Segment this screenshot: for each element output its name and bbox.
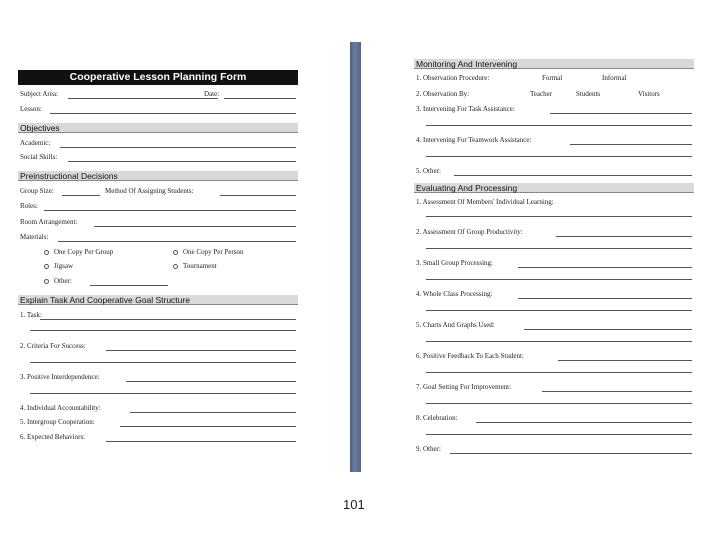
option-formal[interactable]: Formal (542, 74, 563, 82)
evaluating-heading: Evaluating And Processing (414, 183, 694, 193)
objectives-heading: Objectives (18, 123, 298, 133)
method-field[interactable] (220, 195, 296, 196)
academic-field[interactable] (60, 147, 296, 148)
eval-item-7-field[interactable] (542, 391, 692, 392)
option-other[interactable]: Other: (44, 277, 72, 286)
book-spine (350, 42, 361, 472)
option-informal[interactable]: Informal (602, 74, 627, 82)
eval-item-8-field-2[interactable] (426, 434, 692, 435)
preinstructional-heading: Preinstructional Decisions (18, 171, 298, 181)
eval-item-4-label: 4. Whole Class Processing: (416, 290, 493, 298)
eval-item-4-field-2[interactable] (426, 310, 692, 311)
option-other-field[interactable] (90, 285, 168, 286)
lesson-label: Lesson: (20, 105, 42, 113)
option-teacher[interactable]: Teacher (530, 90, 553, 98)
intergroup-field[interactable] (120, 426, 296, 427)
teamwork-assistance-field-2[interactable] (426, 156, 692, 157)
lesson-field[interactable] (50, 113, 296, 114)
eval-item-9-field[interactable] (450, 453, 692, 454)
option-students[interactable]: Students (576, 90, 601, 98)
page-number: 101 (343, 497, 365, 512)
option-one-copy-per-group[interactable]: One Copy Per Group (44, 248, 113, 257)
eval-item-7-label: 7. Goal Setting For Improvement: (416, 383, 512, 391)
interdependence-field[interactable] (126, 381, 296, 382)
observation-procedure-label: 1. Observation Procedure: (416, 74, 490, 82)
criteria-label: 2. Criteria For Success: (20, 342, 86, 350)
task-field[interactable] (40, 319, 296, 320)
room-field[interactable] (94, 226, 296, 227)
option-jigsaw[interactable]: Jigsaw (44, 262, 73, 271)
criteria-field[interactable] (106, 350, 296, 351)
monitoring-other-field[interactable] (454, 175, 692, 176)
eval-item-3-field-2[interactable] (426, 279, 692, 280)
radio-circle-icon (44, 279, 49, 284)
social-skills-label: Social Skills: (20, 153, 58, 161)
observation-by-label: 2. Observation By: (416, 90, 470, 98)
eval-item-8-label: 8. Celebration: (416, 414, 458, 422)
subject-area-label: Subject Area: (20, 90, 58, 98)
option-tournament[interactable]: Tournament (173, 262, 217, 271)
eval-item-5-field-2[interactable] (426, 341, 692, 342)
task-assistance-label: 3. Intervening For Task Assistance: (416, 105, 515, 113)
task-assistance-field-2[interactable] (426, 125, 692, 126)
date-field[interactable] (224, 98, 296, 99)
eval-item-6-field[interactable] (558, 360, 692, 361)
roles-label: Roles: (20, 202, 38, 210)
teamwork-assistance-label: 4. Intervening For Teamwork Assistance: (416, 136, 532, 144)
eval-item-2-field-2[interactable] (426, 248, 692, 249)
behaviors-field[interactable] (106, 441, 296, 442)
eval-item-3-field[interactable] (518, 267, 692, 268)
eval-item-1-label: 1. Assessment Of Members' Individual Learning: (416, 198, 554, 206)
form-title: Cooperative Lesson Planning Form (18, 70, 298, 85)
radio-circle-icon (44, 250, 49, 255)
eval-item-5-field[interactable] (524, 329, 692, 330)
criteria-field-2[interactable] (30, 362, 296, 363)
eval-item-5-label: 5. Charts And Graphs Used: (416, 321, 495, 329)
accountability-label: 4. Individual Accountability: (20, 404, 101, 412)
option-one-copy-per-person[interactable]: One Copy Per Person (173, 248, 243, 257)
task-label: 1. Task: (20, 311, 42, 319)
radio-circle-icon (173, 250, 178, 255)
eval-item-6-label: 6. Positive Feedback To Each Student: (416, 352, 524, 360)
eval-item-2-label: 2. Assessment Of Group Productivity: (416, 228, 523, 236)
eval-item-4-field[interactable] (518, 298, 692, 299)
monitoring-heading: Monitoring And Intervening (414, 59, 694, 69)
interdependence-label: 3. Positive Interdependence: (20, 373, 100, 381)
date-label: Date: (204, 90, 220, 98)
right-page (414, 40, 694, 470)
eval-item-8-field[interactable] (476, 422, 692, 423)
eval-item-9-label: 9. Other: (416, 445, 441, 453)
behaviors-label: 6. Expected Behaviors: (20, 433, 86, 441)
intergroup-label: 5. Intergroup Cooperation: (20, 418, 95, 426)
radio-circle-icon (44, 264, 49, 269)
eval-item-1-row (416, 198, 694, 207)
explain-heading: Explain Task And Cooperative Goal Structure (18, 295, 298, 305)
eval-item-2-field[interactable] (556, 236, 692, 237)
social-skills-field[interactable] (68, 161, 296, 162)
radio-circle-icon (173, 264, 178, 269)
academic-label: Academic: (20, 139, 51, 147)
option-visitors[interactable]: Visitors (638, 90, 660, 98)
eval-item-1-field[interactable] (426, 216, 692, 217)
group-size-label: Group Size: (20, 187, 54, 195)
eval-item-3-label: 3. Small Group Processing: (416, 259, 493, 267)
interdependence-field-2[interactable] (30, 393, 296, 394)
task-field-2[interactable] (30, 330, 296, 331)
teamwork-assistance-field[interactable] (570, 144, 692, 145)
subject-area-field[interactable] (68, 98, 218, 99)
monitoring-other-label: 5. Other: (416, 167, 441, 175)
left-page (18, 40, 298, 470)
method-label: Method Of Assigning Students: (105, 187, 194, 195)
group-size-field[interactable] (62, 195, 100, 196)
materials-label: Materials: (20, 233, 49, 241)
materials-field[interactable] (58, 241, 296, 242)
eval-item-6-field-2[interactable] (426, 372, 692, 373)
accountability-field[interactable] (130, 412, 296, 413)
room-label: Room Arrangement: (20, 218, 78, 226)
eval-item-7-field-2[interactable] (426, 403, 692, 404)
roles-field[interactable] (44, 210, 296, 211)
task-assistance-field[interactable] (550, 113, 692, 114)
